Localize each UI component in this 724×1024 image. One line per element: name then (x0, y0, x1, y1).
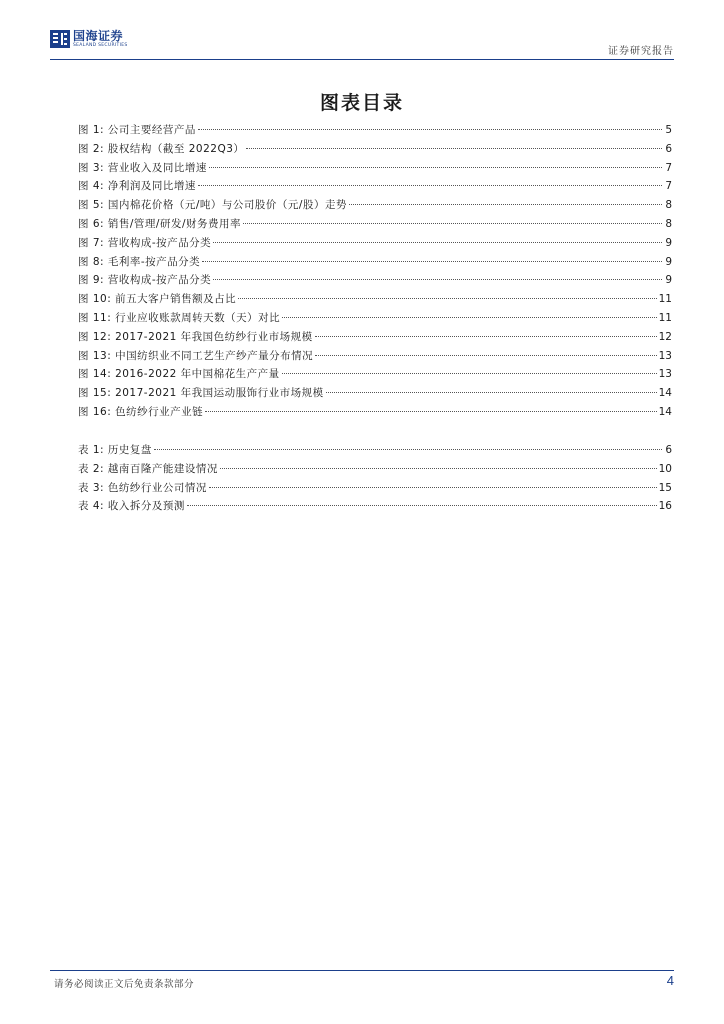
toc-entry-label: 图 1: 公司主要经营产品 (78, 124, 196, 136)
toc-entry-label: 图 14: 2016-2022 年中国棉花生产产量 (78, 368, 280, 381)
figure-toc-entry[interactable] (78, 347, 672, 366)
dot-leader (198, 185, 662, 186)
toc-entry-page: 7 (665, 180, 672, 193)
toc-entry-page: 15 (658, 481, 672, 494)
logo-chinese-name: 国海证券 (73, 29, 124, 43)
table-toc-entry[interactable] (78, 497, 672, 516)
dot-leader (202, 261, 662, 262)
toc-entry-page: 7 (665, 161, 672, 174)
toc-entry-label: 图 6: 销售/管理/研发/财务费用率 (78, 217, 242, 230)
dot-leader (209, 167, 662, 168)
toc-entry-label: 图 7: 营收构成-按产品分类 (78, 236, 212, 249)
report-type-label: 证券研究报告 (608, 46, 674, 57)
dot-leader (187, 505, 657, 506)
figure-toc-entry[interactable] (78, 215, 672, 234)
figure-toc-entry[interactable] (78, 196, 672, 215)
table-toc-entry[interactable] (78, 460, 672, 479)
toc-entry-label: 表 4: 收入拆分及预测 (78, 500, 185, 513)
page-footer (50, 970, 674, 990)
toc-entry-label: 图 11: 行业应收账款周转天数（天）对比 (78, 311, 281, 324)
toc-entry-page: 16 (658, 500, 672, 513)
toc-entry-page: 10 (658, 462, 672, 475)
toc-entry-page: 11 (658, 293, 672, 306)
toc-entry-label: 图 16: 色纺纱行业产业链 (78, 405, 204, 418)
figure-toc-entry[interactable] (78, 140, 672, 159)
dot-leader (205, 411, 657, 412)
table-toc-entry[interactable] (78, 441, 672, 460)
toc-entry-page: 14 (658, 405, 672, 418)
dot-leader (213, 242, 662, 243)
figure-toc-entry[interactable] (78, 234, 672, 253)
figure-toc-entry[interactable] (78, 177, 672, 196)
toc-entry-page: 12 (658, 330, 672, 343)
toc-entry-label: 图 15: 2017-2021 年我国运动服饰行业市场规模 (78, 387, 324, 400)
toc-entry-label: 图 12: 2017-2021 年我国色纺纱行业市场规模 (78, 330, 313, 343)
dot-leader (213, 279, 662, 280)
dot-leader (326, 392, 657, 393)
figure-toc-entry[interactable] (78, 159, 672, 178)
figure-toc-entry[interactable] (78, 253, 672, 272)
figure-toc-entry[interactable] (78, 403, 672, 422)
figure-toc-entry[interactable] (78, 365, 672, 384)
toc-entry-page: 6 (665, 444, 672, 456)
toc-entry-label: 图 13: 中国纺织业不同工艺生产纱产量分布情况 (78, 349, 314, 362)
figure-toc-entry[interactable] (78, 121, 672, 140)
dot-leader (198, 129, 662, 130)
page-title: 图表目录 (319, 92, 404, 114)
toc-entry-page: 9 (665, 255, 672, 268)
dot-leader (315, 355, 657, 356)
dot-leader (243, 223, 662, 224)
company-logo (50, 30, 128, 48)
toc-entry-page: 5 (665, 124, 672, 136)
toc-entry-label: 表 2: 越南百隆产能建设情况 (78, 462, 218, 475)
toc-entry-label: 图 3: 营业收入及同比增速 (78, 161, 207, 174)
sealand-logo-icon (50, 30, 70, 48)
dot-leader (238, 298, 657, 299)
toc-entry-label: 图 9: 营收构成-按产品分类 (78, 274, 212, 287)
toc-entry-page: 9 (665, 274, 672, 287)
dot-leader (282, 317, 657, 318)
toc-entry-label: 图 8: 毛利率-按产品分类 (78, 255, 201, 268)
dot-leader (349, 204, 662, 205)
figure-toc-entry[interactable] (78, 328, 672, 347)
toc-entry-page: 14 (658, 387, 672, 400)
toc-entry-label: 图 4: 净利润及同比增速 (78, 180, 196, 193)
page-header (50, 28, 674, 60)
toc-entry-label: 图 5: 国内棉花价格（元/吨）与公司股价（元/股）走势 (78, 199, 347, 212)
figure-toc-entry[interactable] (78, 271, 672, 290)
toc-entry-page: 13 (658, 349, 672, 362)
figure-toc-entry[interactable] (78, 384, 672, 403)
toc-entry-page: 8 (665, 199, 672, 212)
logo-english-name: SEALAND SECURITIES (73, 43, 128, 48)
toc-entry-page: 9 (665, 236, 672, 249)
figure-toc-entry[interactable] (78, 309, 672, 328)
toc-entry-label: 表 1: 历史复盘 (78, 444, 152, 456)
toc-entry-label: 图 10: 前五大客户销售额及占比 (78, 293, 237, 306)
page-number: 4 (666, 973, 674, 988)
toc-entry-page: 6 (665, 142, 672, 155)
dot-leader (209, 487, 657, 488)
table-list (78, 441, 672, 516)
dot-leader (154, 449, 662, 450)
table-toc-entry[interactable] (78, 479, 672, 498)
dot-leader (246, 148, 662, 149)
dot-leader (315, 336, 657, 337)
dot-leader (282, 373, 657, 374)
toc-entry-page: 8 (665, 217, 672, 230)
toc-entry-label: 表 3: 色纺纱行业公司情况 (78, 481, 207, 494)
disclaimer-note: 请务必阅读正文后免责条款部分 (54, 979, 195, 990)
figure-toc-entry[interactable] (78, 290, 672, 309)
toc-entry-page: 13 (658, 368, 672, 381)
toc-entry-page: 11 (658, 311, 672, 324)
figure-list (78, 121, 672, 422)
toc-entry-label: 图 2: 股权结构（截至 2022Q3） (78, 142, 245, 155)
dot-leader (220, 468, 657, 469)
